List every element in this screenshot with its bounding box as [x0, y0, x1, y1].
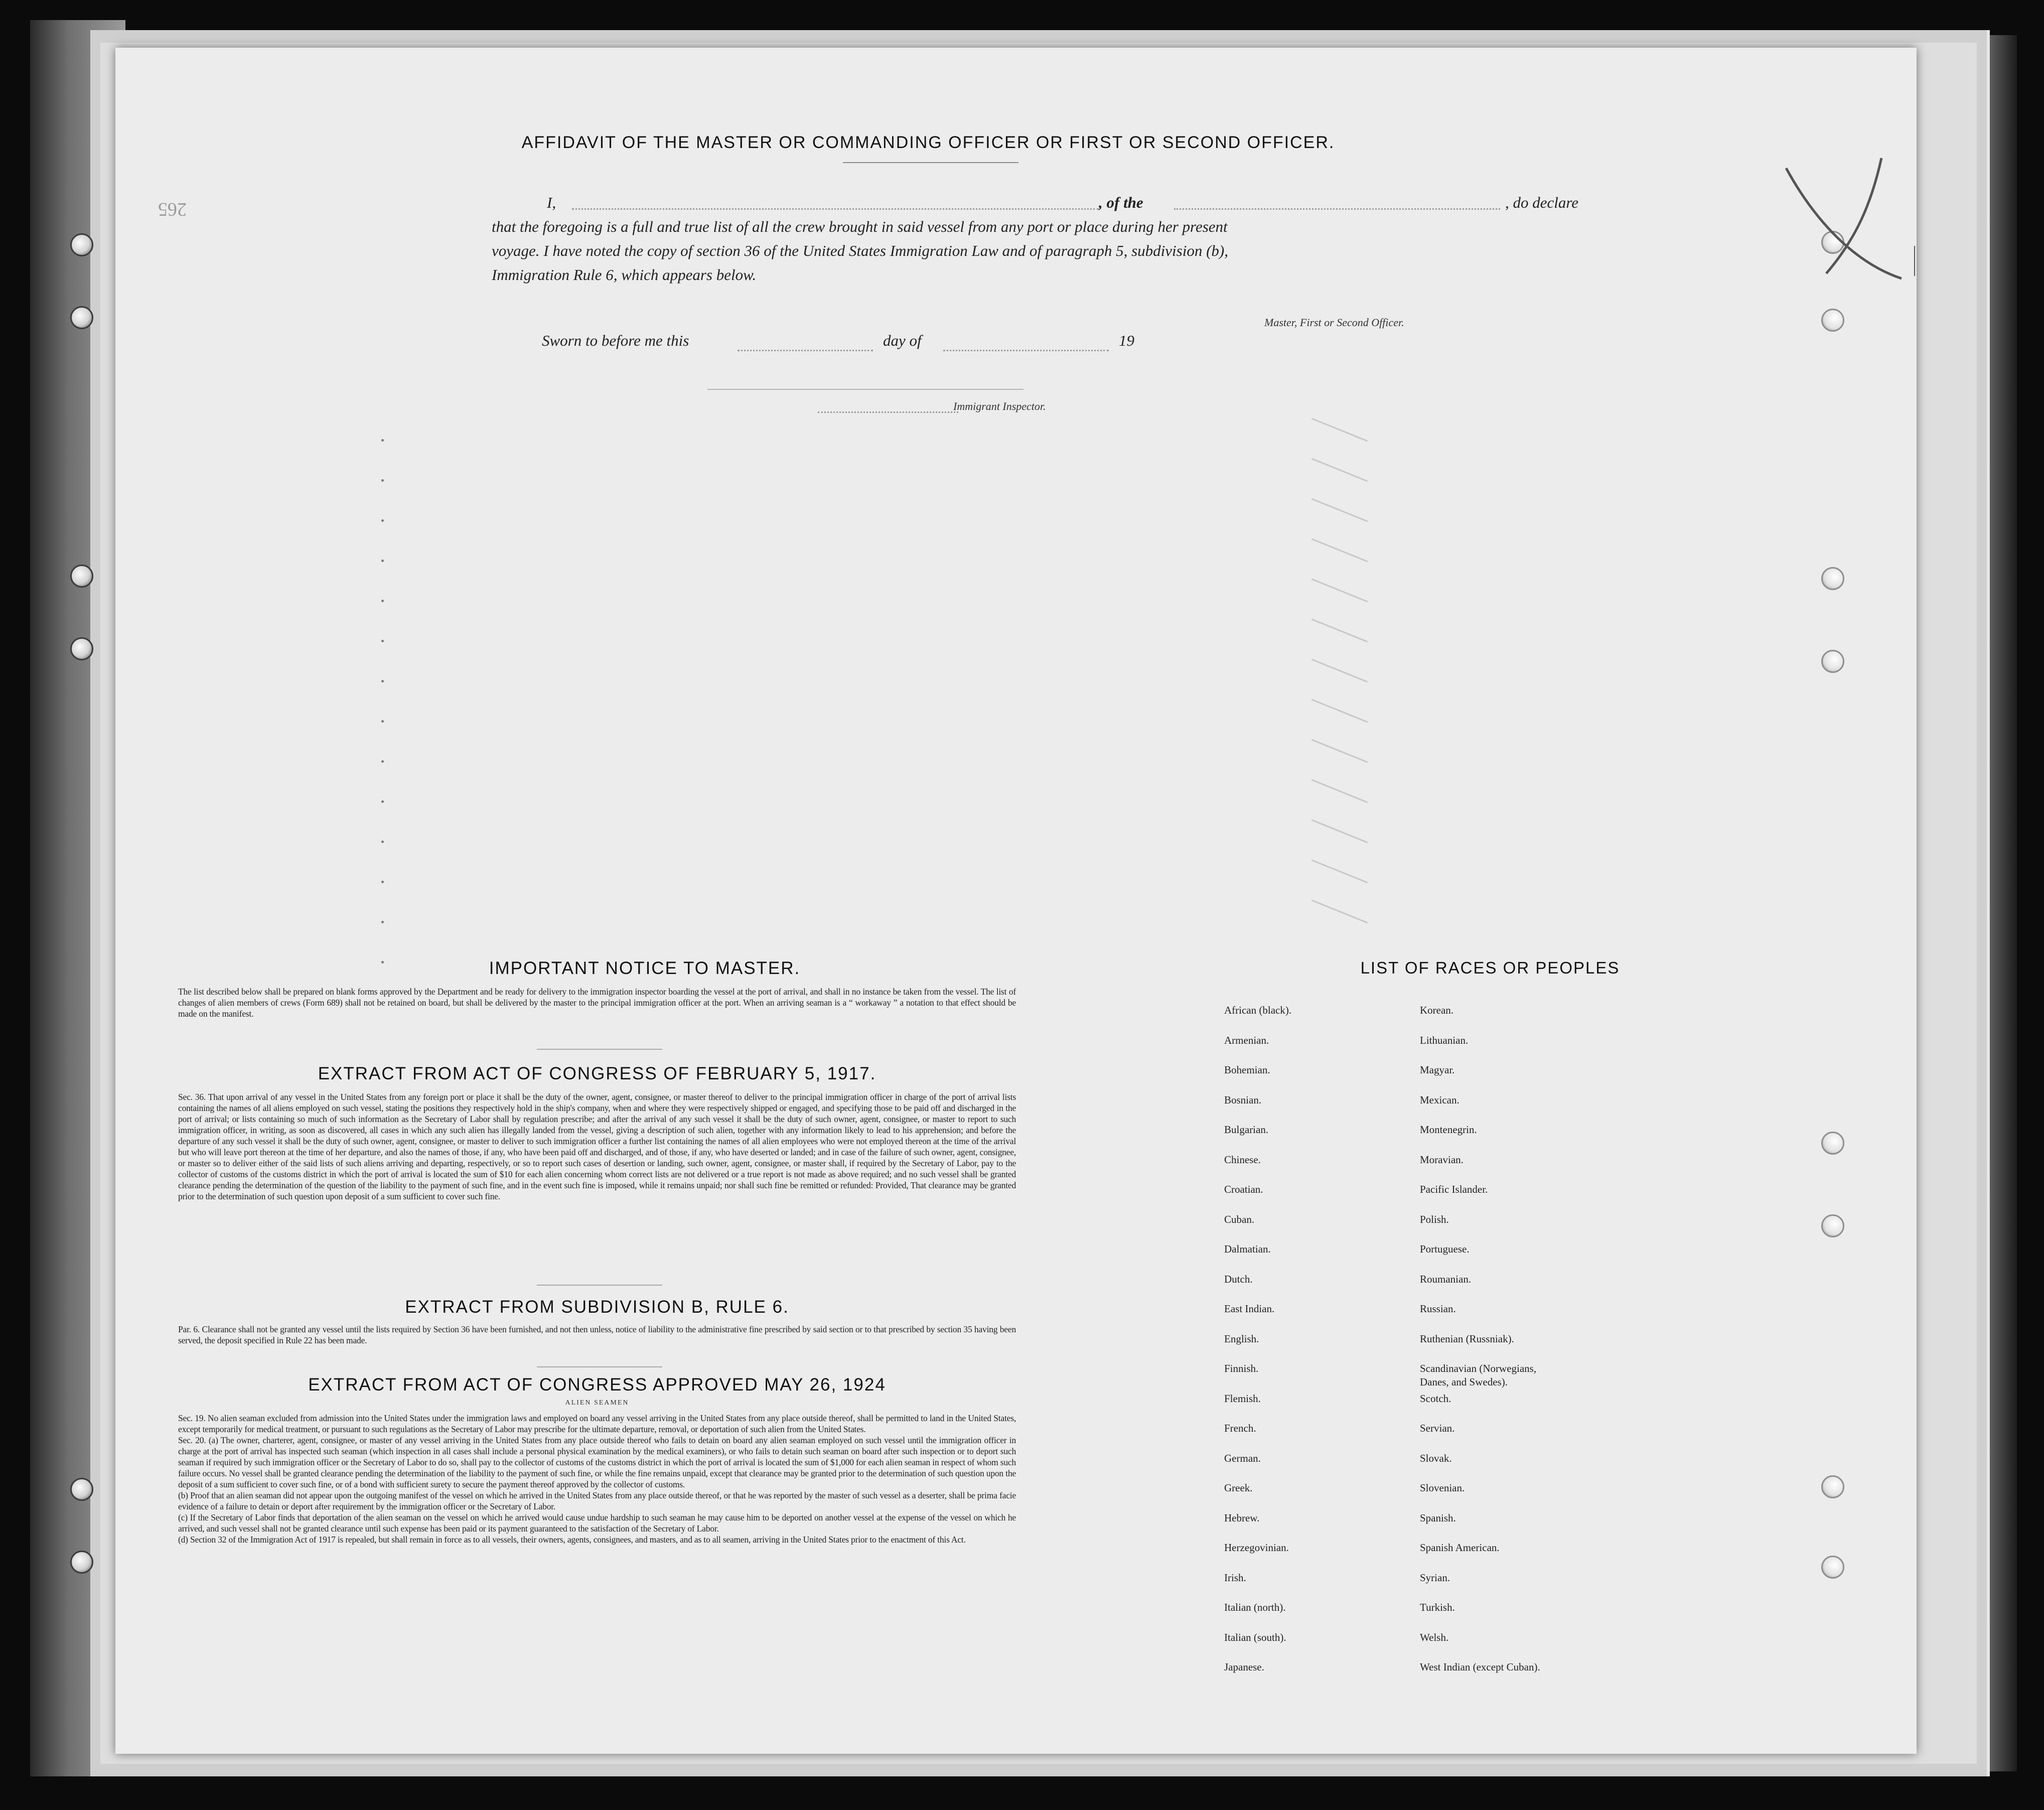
race-item: Korean.	[1420, 1004, 1454, 1016]
bleed-mark	[1311, 779, 1368, 803]
race-item: Italian (south).	[1224, 1631, 1286, 1643]
race-item: African (black).	[1224, 1004, 1292, 1016]
bleed-mark	[1311, 739, 1368, 763]
sworn-month-blank	[943, 350, 1109, 351]
race-item: Flemish.	[1224, 1392, 1261, 1405]
binder-hole	[1821, 567, 1844, 590]
master-signature-label: Master, First or Second Officer.	[1264, 316, 1404, 329]
binder-hole	[1821, 650, 1844, 673]
margin-mark	[381, 680, 384, 682]
race-item: Hebrew.	[1224, 1511, 1260, 1524]
margin-mark	[381, 439, 384, 442]
margin-mark	[381, 720, 384, 723]
race-item: Dalmatian.	[1224, 1243, 1271, 1255]
race-item: Croatian.	[1224, 1183, 1263, 1195]
page-edge-mark	[1914, 246, 1915, 276]
race-item: Slovak.	[1420, 1452, 1452, 1464]
race-item: Bohemian.	[1224, 1064, 1270, 1076]
inspector-signature-label: Immigrant Inspector.	[953, 400, 1046, 412]
sworn-day-of-label: day of	[883, 332, 922, 349]
notice-title: IMPORTANT NOTICE TO MASTER.	[489, 958, 801, 978]
race-item: French.	[1224, 1422, 1256, 1434]
sworn-year-label: 19	[1119, 332, 1134, 349]
race-item: Lithuanian.	[1420, 1034, 1469, 1046]
bleed-mark	[1311, 699, 1368, 723]
margin-mark	[381, 640, 384, 642]
race-item: German.	[1224, 1452, 1261, 1464]
extract-1924-subtitle: ALIEN SEAMEN	[565, 1399, 629, 1407]
bleed-mark	[1311, 458, 1368, 482]
binder-hole	[1821, 1132, 1844, 1155]
race-item: Irish.	[1224, 1571, 1246, 1584]
margin-mark	[381, 800, 384, 803]
margin-mark	[381, 479, 384, 482]
extract-rule6-text: Par. 6. Clearance shall not be granted any vessel until the lists required by Section 36 have been furnished, and not then unless, notice of liability to the administrative fine prescribed by said section or to that prescribed by section 35 having been served, the deposit specified in Rule 22 has been made.	[178, 1324, 1016, 1345]
race-item: Italian (north).	[1224, 1601, 1286, 1613]
document-page	[115, 48, 1917, 1754]
binder-hole	[70, 637, 93, 660]
binder-hole	[1821, 309, 1844, 332]
race-item: Armenian.	[1224, 1034, 1269, 1046]
bleed-mark	[1311, 579, 1368, 603]
bleed-mark	[1311, 619, 1368, 643]
bleed-mark	[1311, 900, 1368, 924]
race-item: Slovenian.	[1420, 1482, 1465, 1494]
race-item: Magyar.	[1420, 1064, 1455, 1076]
race-item: Russian.	[1420, 1303, 1456, 1315]
margin-mark	[381, 921, 384, 923]
separator	[537, 1366, 662, 1367]
affidavit-i-label: I,	[547, 194, 556, 211]
extract-rule6-title: EXTRACT FROM SUBDIVISION B, RULE 6.	[405, 1297, 789, 1317]
race-item: Syrian.	[1420, 1571, 1450, 1584]
bleed-mark	[1311, 819, 1368, 844]
binder-hole	[70, 1478, 93, 1501]
race-item: Mexican.	[1420, 1093, 1459, 1106]
race-item: Scandinavian (Norwegians, Danes, and Swedes).	[1420, 1362, 1537, 1388]
sworn-label: Sworn to before me this	[542, 332, 689, 349]
notice-text: The list described below shall be prepared on blank forms approved by the Department and be ready for delivery to the immigration inspector boarding the vessel at the port of arrival, and shall in no instance be taken from the vessel. The list of changes of alien members of crews (Form 689) shall not be retained on board, but shall be delivered by the master to the principal immigration officer at the port. When an arriving seaman is a “ workaway ” a notation to that effect should be made on the manifest.	[178, 987, 1016, 1019]
race-item: Finnish.	[1224, 1362, 1259, 1374]
affidavit-of-the-label: , of the	[1099, 194, 1143, 211]
inspector-line-top	[707, 389, 1024, 390]
race-item: Portuguese.	[1420, 1243, 1470, 1255]
race-item: English.	[1224, 1332, 1259, 1345]
race-item: Ruthenian (Russniak).	[1420, 1332, 1514, 1345]
race-item: Spanish American.	[1420, 1542, 1500, 1554]
binder-hole	[70, 1551, 93, 1574]
sworn-day-blank	[738, 350, 873, 351]
binder-hole	[1821, 1475, 1844, 1498]
race-item: Dutch.	[1224, 1273, 1253, 1285]
margin-mark	[381, 881, 384, 883]
separator	[537, 1285, 662, 1286]
bleed-mark	[1311, 659, 1368, 683]
race-item: Greek.	[1224, 1482, 1253, 1494]
handwritten-x-mark	[1771, 148, 1932, 289]
margin-mark	[381, 841, 384, 843]
extract-1924-title: EXTRACT FROM ACT OF CONGRESS APPROVED MAY 26, 1924	[308, 1375, 886, 1395]
race-item: Chinese.	[1224, 1153, 1261, 1166]
name-blank	[572, 208, 1099, 210]
bleed-mark	[1311, 860, 1368, 884]
extract-1924-text: Sec. 19. No alien seaman excluded from admission into the United States under the immigration laws and employed on board any vessel arriving in the United States from any place outside thereof, shall be permitted to land in the United States, except temporarily for medical treatment, or pursuant to such regulations as the Secretary of Labor may prescribe for the ultimate departure, removal, or deportation of such alien from the United States. Sec. 20. (a) The owner, charterer, agent, consignee, or master of any vessel arriving in the United States from any place outside thereof who fails to detain on board any alien seaman employed on such vessel until the immigration officer in charge at the port of arrival has inspected such seaman (which inspection in all cases shall include a personal physical examination by the medical examiners), or who fails to detain such seaman on board after such inspection or to deport such seaman if required by such immigration officer or the Secretary of Labor to do so, shall pay to the collector of customs of the customs district in which the port of arrival is located the sum of $1,000 for each alien seaman in respect of whom such failure occurs. No vessel shall be granted clearance pending the determination of the liability to the payment of such fine, or while the fine remains unpaid, except that clearance may be granted prior to the determination of such question upon the deposit of a sum sufficient to cover such fine, or of a bond with sufficient surety to secure the payment thereof approved by the collector of customs. (b) Proof that an alien seaman did not appear upon the outgoing manifest of the vessel on which he arrived in the United States from any place outside thereof, or that he was reported by the master of such vessel as a deserter, shall be prima facie evidence of a failure to detain or deport after requirement by the immigration officer or the Secretary of Labor. (c) If the Secretary of Labor finds that deportation of the alien seaman on the vessel on which he arrived would cause undue hardship to such seaman he may cause him to be deported on another vessel at the expense of the vessel on which he arrived, and such vessel shall not be granted clearance until such expense has been paid or its payment guaranteed to the satisfaction of the Secretary of Labor. (d) Section 32 of the Immigration Act of 1917 is repealed, but shall remain in force as to all vessels, their owners, agents, consignees, and masters, and as to all seamen, arriving in the United States prior to the enactment of this Act.	[178, 1413, 1016, 1545]
binder-hole	[1821, 1214, 1844, 1237]
race-item: Roumanian.	[1420, 1273, 1472, 1285]
race-item: Polish.	[1420, 1213, 1449, 1225]
race-item: Welsh.	[1420, 1631, 1449, 1643]
separator	[537, 1049, 662, 1050]
race-item: Spanish.	[1420, 1511, 1456, 1524]
race-item: Pacific Islander.	[1420, 1183, 1488, 1195]
race-item: Japanese.	[1224, 1661, 1264, 1673]
race-item: Bulgarian.	[1224, 1124, 1269, 1136]
race-item: Scotch.	[1420, 1392, 1451, 1405]
extract-1917-text: Sec. 36. That upon arrival of any vessel in the United States from any foreign port or place it shall be the duty of the owner, agent, consignee, or master thereof to deliver to the principal immigration officer in charge of the port of arrival lists containing the names of all aliens employed on such vessel, stating the positions they respectively hold in the ship's company, when and where they were respectively shipped or engaged, and specifying those to be paid off and discharged in the port of arrival; or lists containing so much of such information as the Secretary of Labor shall by regulation prescribe; and after the arrival of any such vessel it shall be the duty of such owner, agent, consignee, or master to report to such immigration officer, in writing, as soon as discovered, all cases in which any such alien has illegally landed from the vessel, giving a description of such alien, together with any information likely to lead to his apprehension; and before the departure of any such vessel it shall be the duty of such owner, agent, consignee, or master to deliver to such immigration officer a further list containing the names of all alien employees who were not employed thereon at the time of the arrival but who will leave port thereon at the time of her departure, and also the names of those, if any, who have been paid off and discharged, and of those, if any, who have deserted or landed; and in case of the failure of such owner, agent, consignee, or master so to deliver either of the said lists of such aliens arriving and departing, respectively, or so to report such cases of desertion or landing, such owner, agent, consignee, or master shall, if required by the Secretary of Labor, pay to the collector of customs of the customs district in which the port of arrival is located the sum of $10 for each alien concerning whom correct lists are not delivered or a true report is not made as above required; and no such vessel shall be granted clearance pending the determination of the question of the liability to the payment of such fine, and in the event such fine is imposed, while it remains unpaid; nor shall such fine be remitted or refunded: Provided, That clearance may be granted prior to the determination of such question upon deposit of a sum sufficient to cover such fine.	[178, 1092, 1016, 1201]
race-item: Servian.	[1420, 1422, 1455, 1434]
margin-mark	[381, 560, 384, 562]
race-item: Turkish.	[1420, 1601, 1455, 1613]
margin-mark	[381, 519, 384, 522]
affidavit-do-declare-label: , do declare	[1505, 194, 1579, 211]
bleed-mark	[1311, 538, 1368, 563]
race-item: Herzegovinian.	[1224, 1542, 1289, 1554]
race-item: East Indian.	[1224, 1303, 1275, 1315]
affidavit-line-3: voyage. I have noted the copy of section 36 of the United States Immigration Law and of paragraph 5, subdivision (b),	[492, 242, 1228, 259]
race-item: Montenegrin.	[1420, 1124, 1477, 1136]
bleed-mark	[1311, 418, 1368, 442]
binder-hole	[70, 306, 93, 329]
binder-hole	[1821, 1556, 1844, 1579]
vessel-blank	[1174, 208, 1500, 210]
races-title: LIST OF RACES OR PEOPLES	[1360, 958, 1620, 977]
binder-hole	[70, 233, 93, 256]
race-item: Moravian.	[1420, 1153, 1464, 1166]
affidavit-title: AFFIDAVIT OF THE MASTER OR COMMANDING OFFICER OR FIRST OR SECOND OFFICER.	[521, 133, 1335, 152]
margin-mark	[381, 760, 384, 763]
title-underline	[843, 162, 1018, 163]
inspector-blank	[818, 411, 958, 413]
race-item: West Indian (except Cuban).	[1420, 1661, 1540, 1673]
race-item: Cuban.	[1224, 1213, 1255, 1225]
bleed-mark	[1311, 498, 1368, 522]
binder-hole	[70, 565, 93, 588]
race-item: Bosnian.	[1224, 1093, 1262, 1106]
extract-1917-title: EXTRACT FROM ACT OF CONGRESS OF FEBRUARY 5, 1917.	[318, 1064, 877, 1083]
margin-page-number: 265	[158, 199, 187, 220]
affidavit-line-4: Immigration Rule 6, which appears below.	[492, 266, 757, 284]
affidavit-line-2: that the foregoing is a full and true list of all the crew brought in said vessel from any port or place during her present	[492, 218, 1228, 235]
margin-mark	[381, 600, 384, 602]
